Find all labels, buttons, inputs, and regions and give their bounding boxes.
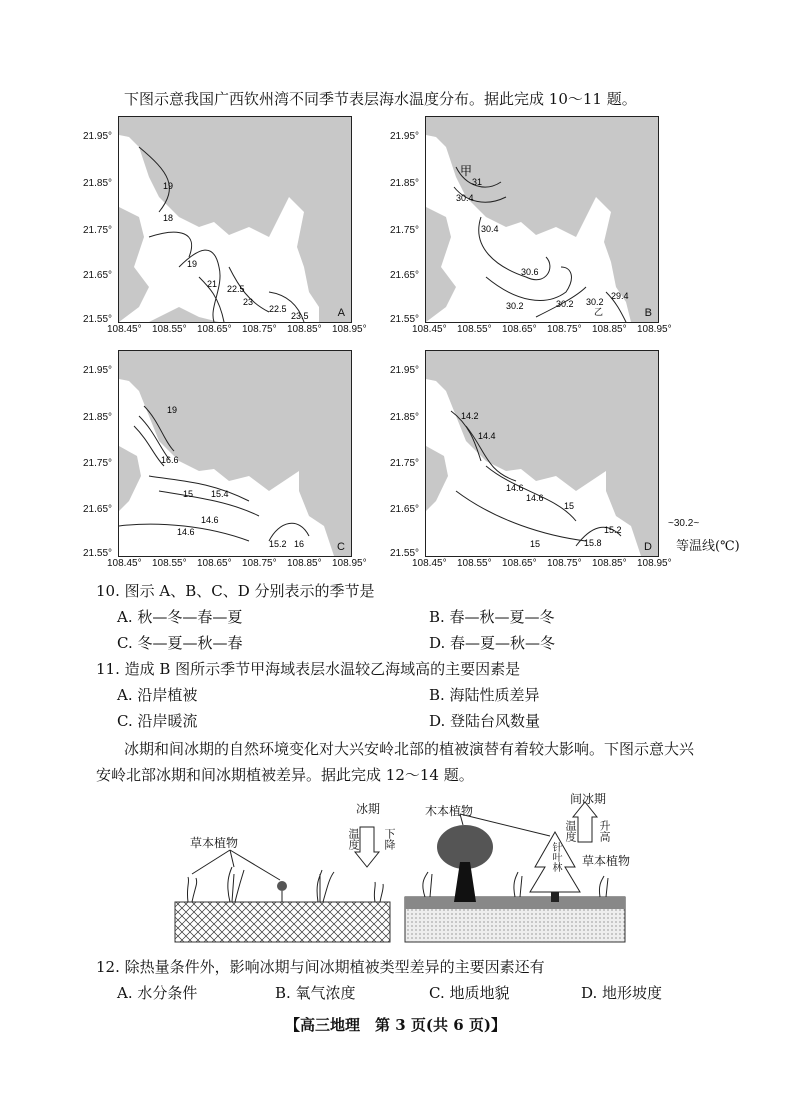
herb-left-label: 草本植物 — [190, 836, 239, 850]
lon-tick: 108.75° — [547, 324, 582, 335]
contour-label: 30.6 — [521, 267, 539, 277]
q10-option-d: D. 春—夏—秋—冬 — [429, 634, 556, 652]
point-label: 乙 — [594, 307, 604, 317]
lon-tick: 108.95° — [332, 558, 367, 569]
lon-tick: 108.85° — [287, 324, 322, 335]
interglacial-label: 间冰期 — [570, 792, 607, 806]
ice-age-label: 冰期 — [356, 802, 381, 816]
lon-tick: 108.55° — [457, 558, 492, 569]
lat-tick: 21.95° — [83, 365, 113, 376]
lon-tick: 108.65° — [502, 558, 537, 569]
map-d — [425, 350, 659, 557]
contour-label: 21 — [207, 279, 218, 289]
lon-tick: 108.85° — [592, 324, 627, 335]
intro-text-maps: 下图示意我国广西钦州湾不同季节表层海水温度分布。据此完成 10～11 题。 — [124, 90, 637, 108]
map-c — [118, 350, 352, 557]
contour-label: 14.4 — [478, 431, 496, 441]
lon-tick: 108.45° — [412, 558, 447, 569]
contour-label: 15.2 — [604, 525, 622, 535]
q10-option-b: B. 春—秋—夏—冬 — [429, 608, 555, 626]
lat-tick: 21.65° — [390, 504, 420, 515]
q12-option-a: A. 水分条件 — [117, 984, 198, 1002]
point-label: 甲 — [460, 164, 473, 178]
lon-tick: 108.65° — [197, 558, 232, 569]
lat-tick: 21.75° — [390, 458, 420, 469]
lat-tick: 21.55° — [83, 548, 113, 559]
lon-tick: 108.45° — [107, 324, 142, 335]
interglacial-rise-label: 升高 — [598, 820, 611, 842]
q12-option-b: B. 氧气浓度 — [275, 984, 356, 1002]
ice-age-temp-label: 温度 — [347, 828, 360, 850]
map-d-figure — [426, 351, 658, 556]
contour-label: 18 — [163, 213, 174, 223]
lat-tick: 21.95° — [390, 131, 420, 142]
lat-tick: 21.85° — [83, 412, 113, 423]
lon-tick: 108.95° — [637, 324, 672, 335]
lon-tick: 108.55° — [457, 324, 492, 335]
lon-tick: 108.65° — [502, 324, 537, 335]
q11-option-b: B. 海陆性质差异 — [429, 686, 540, 704]
contour-label: 31 — [472, 177, 483, 187]
vegetation-diagram — [170, 792, 630, 947]
contour-label: 15 — [530, 539, 541, 549]
contour-label: 30.2 — [556, 299, 574, 309]
contour-label: 16.6 — [161, 455, 179, 465]
herb-right-label: 草本植物 — [582, 854, 631, 868]
intro-text-vegetation-2: 安岭北部冰期和间冰期植被差异。据此完成 12～14 题。 — [96, 766, 474, 784]
contour-label: 15 — [183, 489, 194, 499]
lat-tick: 21.85° — [390, 412, 420, 423]
lon-tick: 108.45° — [107, 558, 142, 569]
contour-label: 30.2 — [506, 301, 524, 311]
contour-label: 14.2 — [461, 411, 479, 421]
contour-label: 19 — [167, 405, 178, 415]
lon-tick: 108.95° — [637, 558, 672, 569]
map-b-figure — [426, 117, 658, 322]
map-b — [425, 116, 659, 323]
woody-plant-label: 木本植物 — [425, 804, 474, 818]
contour-label: 15.4 — [211, 489, 229, 499]
lon-tick: 108.85° — [287, 558, 322, 569]
lat-tick: 21.65° — [83, 270, 113, 281]
intro-text-vegetation-1: 冰期和间冰期的自然环境变化对大兴安岭北部的植被演替有着较大影响。下图示意大兴 — [124, 740, 695, 758]
lat-tick: 21.85° — [390, 178, 420, 189]
q12-option-d: D. 地形坡度 — [581, 984, 663, 1002]
legend-sample: ~30.2~ — [668, 518, 700, 529]
lat-tick: 21.95° — [390, 365, 420, 376]
lat-tick: 21.55° — [83, 314, 113, 325]
contour-label: 15 — [564, 501, 575, 511]
contour-label: 23.5 — [291, 311, 309, 321]
lon-tick: 108.75° — [242, 324, 277, 335]
contour-label: 30.2 — [586, 297, 604, 307]
q10-option-c: C. 冬—夏—秋—春 — [117, 634, 243, 652]
lat-tick: 21.85° — [83, 178, 113, 189]
contour-label: 19 — [187, 259, 198, 269]
ice-age-decrease-label: 下降 — [383, 828, 396, 850]
lon-tick: 108.55° — [152, 324, 187, 335]
q12-option-c: C. 地质地貌 — [429, 984, 510, 1002]
lon-tick: 108.65° — [197, 324, 232, 335]
map-label: D — [644, 541, 652, 553]
contour-label: 23 — [243, 297, 254, 307]
contour-label: 14.6 — [201, 515, 219, 525]
q10-stem: 10. 图示 A、B、C、D 分别表示的季节是 — [96, 582, 375, 600]
contour-label: 14.6 — [177, 527, 195, 537]
map-a — [118, 116, 352, 323]
lat-tick: 21.75° — [83, 225, 113, 236]
lat-tick: 21.75° — [390, 225, 420, 236]
lon-tick: 108.75° — [547, 558, 582, 569]
page-footer: 【高三地理 第 3 页(共 6 页)】 — [285, 1016, 506, 1034]
contour-label: 14.6 — [526, 493, 544, 503]
lon-tick: 108.75° — [242, 558, 277, 569]
lat-tick: 21.65° — [83, 504, 113, 515]
q11-stem: 11. 造成 B 图所示季节甲海域表层水温较乙海域高的主要因素是 — [96, 660, 521, 678]
contour-label: 16 — [294, 539, 305, 549]
q11-option-c: C. 沿岸暖流 — [117, 712, 198, 730]
lat-tick: 21.55° — [390, 548, 420, 559]
contour-label: 14.6 — [506, 483, 524, 493]
legend-label: 等温线(℃) — [676, 539, 740, 554]
lon-tick: 108.85° — [592, 558, 627, 569]
contour-label: 15.2 — [269, 539, 287, 549]
contour-label: 15.8 — [584, 538, 602, 548]
lon-tick: 108.55° — [152, 558, 187, 569]
map-a-figure — [119, 117, 351, 322]
contour-label: 22.5 — [227, 284, 245, 294]
contour-label: 22.5 — [269, 304, 287, 314]
q11-option-d: D. 登陆台风数量 — [429, 712, 541, 730]
map-label: A — [337, 307, 345, 319]
contour-label: 30.4 — [456, 193, 474, 203]
contour-label: 19 — [163, 181, 174, 191]
needle-forest-label: 针叶林 — [550, 842, 561, 872]
q11-option-a: A. 沿岸植被 — [117, 686, 198, 704]
q12-stem: 12. 除热量条件外，影响冰期与间冰期植被类型差异的主要因素还有 — [96, 958, 545, 976]
lat-tick: 21.95° — [83, 131, 113, 142]
legend-sample-value: 30.2 — [673, 518, 694, 529]
lon-tick: 108.45° — [412, 324, 447, 335]
map-label: C — [337, 541, 345, 553]
q10-option-a: A. 秋—冬—春—夏 — [117, 608, 243, 626]
lat-tick: 21.55° — [390, 314, 420, 325]
map-label: B — [644, 307, 652, 319]
map-c-figure — [119, 351, 351, 556]
contour-label: 30.4 — [481, 224, 499, 234]
interglacial-temp-label: 温度 — [564, 820, 577, 842]
lon-tick: 108.95° — [332, 324, 367, 335]
lat-tick: 21.75° — [83, 458, 113, 469]
contour-label: 29.4 — [611, 291, 629, 301]
lat-tick: 21.65° — [390, 270, 420, 281]
